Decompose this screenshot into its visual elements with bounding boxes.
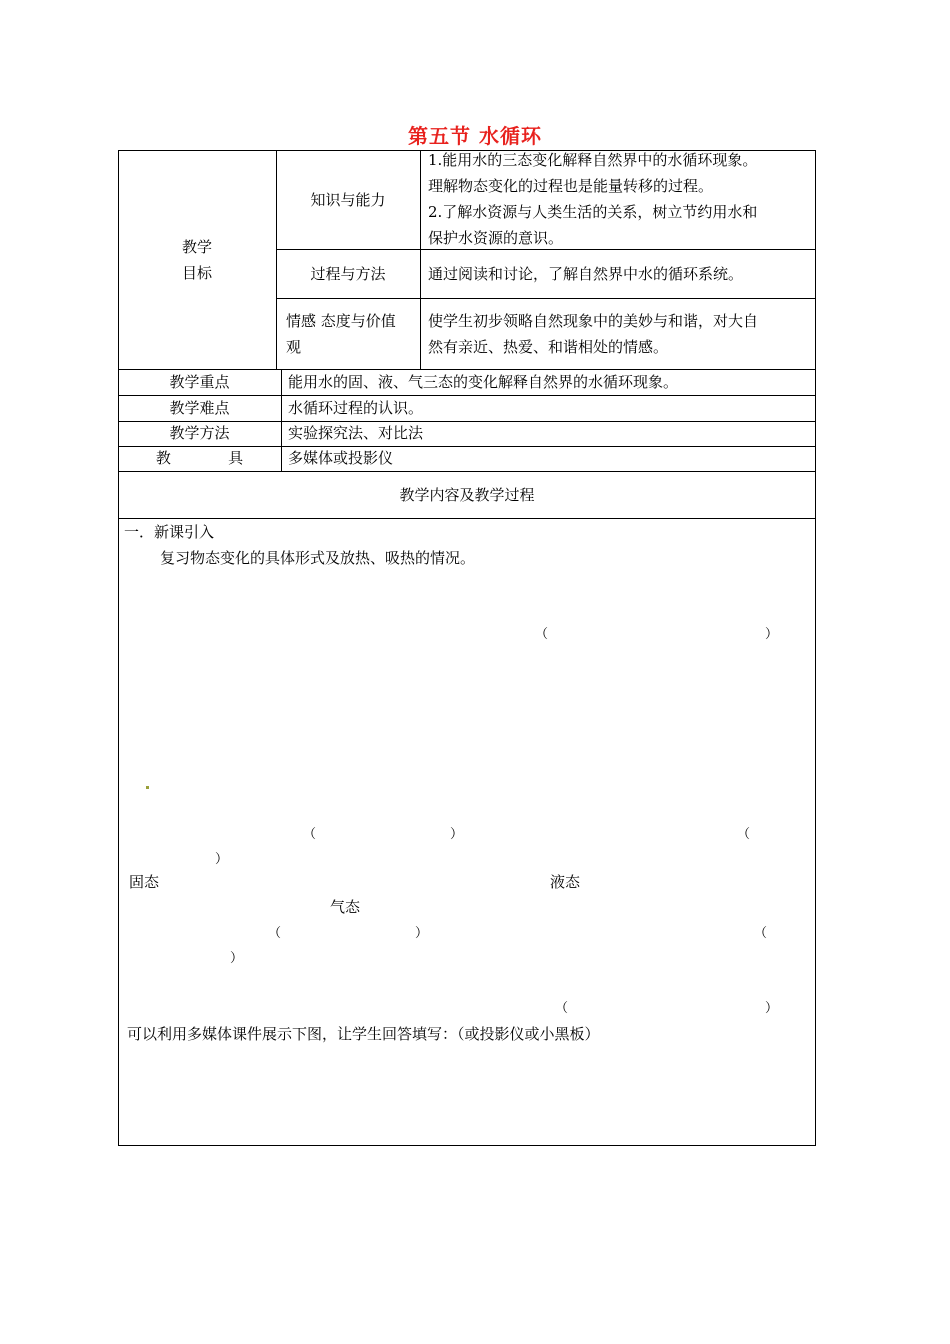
knowledge-line: 理解物态变化的过程也是能量转移的过程。 — [428, 177, 714, 195]
row-label: 教学方法 — [169, 424, 230, 442]
content-heading: 一．新课引入 — [124, 523, 215, 541]
row-value: 多媒体或投影仪 — [288, 449, 394, 467]
blank-close-paren: ） — [765, 1001, 779, 1016]
blank-close-paren: ） — [765, 627, 779, 642]
blank-close-paren: ） — [415, 926, 429, 941]
table-border — [281, 369, 282, 471]
emotion-label-line: 情感 态度与价值 — [286, 312, 396, 330]
blank-open-paren: （ — [268, 926, 282, 941]
row-value: 水循环过程的认识。 — [288, 399, 424, 417]
knowledge-line: 保护水资源的意识。 — [428, 229, 564, 247]
table-border — [815, 150, 816, 1146]
blank-open-paren: （ — [555, 1001, 569, 1016]
process-text: 通过阅读和讨论，了解自然界中水的循环系统。 — [428, 265, 744, 283]
table-border — [118, 471, 816, 472]
blank-close-paren: ） — [215, 852, 229, 867]
emotion-line: 然有亲近、热爱、和谐相处的情感。 — [428, 338, 669, 356]
table-border — [420, 150, 421, 369]
blank-open-paren: （ — [535, 627, 549, 642]
row-label: 教学重点 — [169, 373, 230, 391]
knowledge-label: 知识与能力 — [310, 191, 386, 209]
closing-text: 可以利用多媒体课件展示下图，让学生回答填写：（或投影仪或小黑板） — [127, 1025, 600, 1043]
knowledge-text — [428, 147, 757, 251]
liquid-label: 液态 — [550, 873, 581, 891]
blank-close-paren: ） — [230, 951, 244, 966]
emotion-label-line: 观 — [286, 338, 302, 356]
emotion-text — [428, 308, 758, 360]
knowledge-line: 2.了解水资源与人类生活的关系，树立节约用水和 — [428, 203, 758, 221]
objectives-label — [118, 234, 276, 286]
emotion-label — [286, 308, 396, 360]
blank-open-paren: （ — [737, 827, 751, 842]
page-title: 第五节 水循环 — [408, 124, 542, 148]
table-border — [118, 150, 119, 1146]
solid-label: 固态 — [129, 873, 160, 891]
table-border — [118, 1145, 816, 1146]
table-border — [276, 298, 816, 299]
objectives-label-line: 目标 — [181, 264, 212, 282]
section-header: 教学内容及教学过程 — [399, 486, 535, 504]
blank-open-paren: （ — [303, 827, 317, 842]
content-review: 复习物态变化的具体形式及放热、吸热的情况。 — [160, 549, 476, 567]
gas-label: 气态 — [330, 898, 361, 916]
emotion-line: 使学生初步领略自然现象中的美妙与和谐，对大自 — [428, 312, 759, 330]
knowledge-line: 1.能用水的三态变化解释自然界中的水循环现象。 — [428, 151, 758, 169]
process-label: 过程与方法 — [310, 265, 386, 283]
objectives-label-line: 教学 — [181, 238, 212, 256]
blank-close-paren: ） — [450, 827, 464, 842]
row-label: 教学难点 — [169, 399, 230, 417]
row-label: 教 具 — [155, 449, 244, 467]
table-border — [118, 518, 816, 519]
table-border — [276, 150, 277, 369]
row-value: 实验探究法、对比法 — [288, 424, 424, 442]
marker-dot — [146, 786, 149, 789]
row-value: 能用水的固、液、气三态的变化解释自然界的水循环现象。 — [288, 373, 679, 391]
blank-open-paren: （ — [754, 926, 768, 941]
